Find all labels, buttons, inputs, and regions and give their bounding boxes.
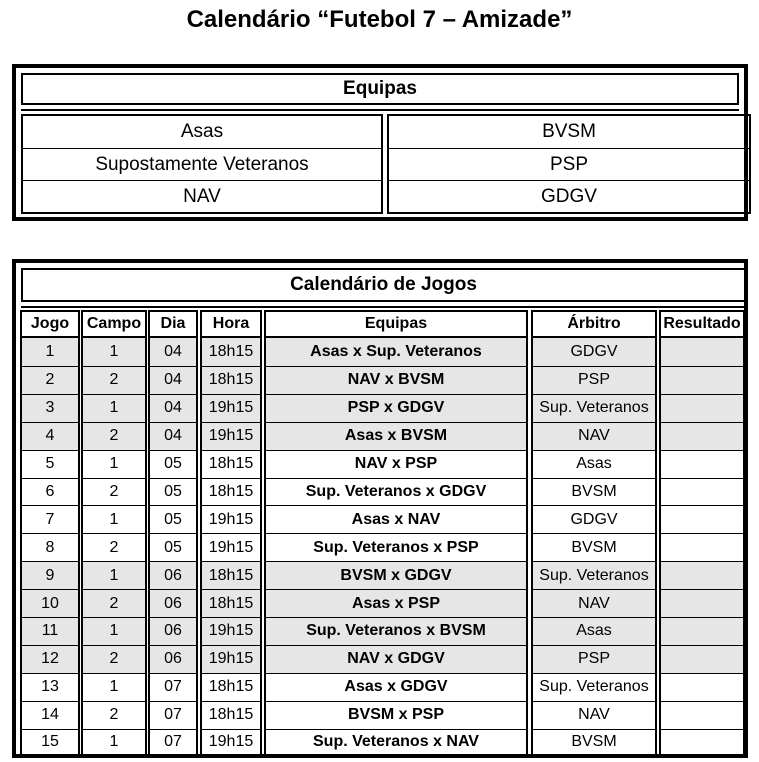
cell-equipas: Asas x PSP (266, 589, 526, 617)
cell-dia: 05 (150, 450, 196, 478)
col-resultado (659, 310, 745, 758)
cell-equipas: PSP x GDGV (266, 394, 526, 422)
col-equipas (264, 310, 528, 758)
cell-hora: 19h15 (202, 505, 260, 533)
cell-arbitro: PSP (533, 366, 655, 394)
cell-hora: 19h15 (202, 617, 260, 645)
cell-dia: 06 (150, 645, 196, 673)
cell-dia: 07 (150, 729, 196, 757)
cell-resultado (661, 617, 743, 645)
cell-campo: 2 (83, 366, 145, 394)
cell-arbitro: Sup. Veteranos (533, 561, 655, 589)
cell-resultado (661, 505, 743, 533)
team-cell: Supostamente Veteranos (23, 148, 381, 180)
cell-equipas: Sup. Veteranos x GDGV (266, 478, 526, 506)
cell-jogo: 11 (22, 617, 78, 645)
cell-dia: 04 (150, 422, 196, 450)
cell-jogo: 9 (22, 561, 78, 589)
cell-jogo: 5 (22, 450, 78, 478)
column-header: Hora (202, 310, 260, 338)
col-hora (200, 310, 262, 758)
cell-resultado (661, 478, 743, 506)
cell-jogo: 13 (22, 673, 78, 701)
cell-arbitro: Sup. Veteranos (533, 394, 655, 422)
teams-column-left (21, 114, 383, 214)
cell-hora: 19h15 (202, 394, 260, 422)
cell-hora: 18h15 (202, 673, 260, 701)
cell-dia: 07 (150, 701, 196, 729)
cell-campo: 2 (83, 701, 145, 729)
cell-campo: 2 (83, 589, 145, 617)
cell-arbitro: Asas (533, 617, 655, 645)
cell-equipas: Sup. Veteranos x BVSM (266, 617, 526, 645)
cell-arbitro: BVSM (533, 533, 655, 561)
cell-jogo: 12 (22, 645, 78, 673)
team-cell: GDGV (389, 180, 749, 212)
col-campo (81, 310, 147, 758)
cell-jogo: 15 (22, 729, 78, 757)
page-title: Calendário “Futebol 7 – Amizade” (186, 6, 573, 33)
schedule-heading: Calendário de Jogos (21, 268, 746, 302)
cell-jogo: 4 (22, 422, 78, 450)
column-header: Dia (150, 310, 196, 338)
cell-equipas: Sup. Veteranos x PSP (266, 533, 526, 561)
cell-campo: 2 (83, 478, 145, 506)
cell-hora: 19h15 (202, 645, 260, 673)
cell-resultado (661, 589, 743, 617)
cell-jogo: 8 (22, 533, 78, 561)
cell-campo: 1 (83, 505, 145, 533)
cell-equipas: NAV x GDGV (266, 645, 526, 673)
cell-campo: 1 (83, 394, 145, 422)
cell-campo: 1 (83, 450, 145, 478)
cell-jogo: 3 (22, 394, 78, 422)
teams-heading: Equipas (21, 73, 739, 105)
column-header: Equipas (266, 310, 526, 338)
cell-campo: 1 (83, 729, 145, 757)
cell-campo: 2 (83, 533, 145, 561)
cell-jogo: 2 (22, 366, 78, 394)
cell-resultado (661, 422, 743, 450)
teams-column-right (387, 114, 751, 214)
cell-dia: 06 (150, 561, 196, 589)
cell-resultado (661, 366, 743, 394)
team-cell: PSP (389, 148, 749, 180)
cell-resultado (661, 645, 743, 673)
team-cell: Asas (180, 121, 224, 142)
cell-jogo: 14 (22, 701, 78, 729)
cell-jogo: 10 (22, 589, 78, 617)
cell-arbitro: NAV (533, 589, 655, 617)
cell-hora: 18h15 (202, 478, 260, 506)
cell-equipas: Asas x NAV (266, 505, 526, 533)
cell-dia: 04 (150, 394, 196, 422)
cell-campo: 1 (83, 673, 145, 701)
cell-dia: 05 (150, 533, 196, 561)
cell-dia: 04 (150, 338, 196, 366)
cell-resultado (661, 561, 743, 589)
cell-resultado (661, 338, 743, 366)
cell-dia: 07 (150, 673, 196, 701)
col-dia (148, 310, 198, 758)
cell-hora: 18h15 (202, 589, 260, 617)
cell-arbitro: BVSM (533, 729, 655, 757)
cell-campo: 2 (83, 645, 145, 673)
cell-jogo: 1 (22, 338, 78, 366)
cell-arbitro: GDGV (533, 338, 655, 366)
schedule-table (12, 259, 748, 758)
cell-jogo: 6 (22, 478, 78, 506)
cell-hora: 18h15 (202, 450, 260, 478)
cell-jogo: 7 (22, 505, 78, 533)
cell-campo: 1 (83, 617, 145, 645)
cell-equipas: BVSM x PSP (266, 701, 526, 729)
column-header: Jogo (22, 310, 78, 338)
cell-resultado (661, 729, 743, 757)
cell-hora: 18h15 (202, 561, 260, 589)
col-jogo (20, 310, 80, 758)
cell-hora: 19h15 (202, 729, 260, 757)
cell-arbitro: BVSM (533, 478, 655, 506)
cell-equipas: Asas x Sup. Veteranos (266, 338, 526, 366)
cell-arbitro: GDGV (533, 505, 655, 533)
cell-hora: 18h15 (202, 701, 260, 729)
cell-equipas: NAV x BVSM (266, 366, 526, 394)
cell-dia: 05 (150, 478, 196, 506)
cell-resultado (661, 701, 743, 729)
cell-resultado (661, 394, 743, 422)
cell-arbitro: NAV (533, 701, 655, 729)
cell-resultado (661, 673, 743, 701)
cell-dia: 05 (150, 505, 196, 533)
col-arbitro (531, 310, 657, 758)
cell-campo: 1 (83, 561, 145, 589)
cell-equipas: Asas x BVSM (266, 422, 526, 450)
column-header: Campo (83, 310, 145, 338)
cell-arbitro: NAV (533, 422, 655, 450)
cell-dia: 04 (150, 366, 196, 394)
cell-arbitro: Sup. Veteranos (533, 673, 655, 701)
cell-dia: 06 (150, 617, 196, 645)
team-cell: BVSM (542, 121, 596, 142)
cell-equipas: Asas x GDGV (266, 673, 526, 701)
cell-equipas: NAV x PSP (266, 450, 526, 478)
column-header: Árbitro (533, 310, 655, 338)
cell-hora: 19h15 (202, 422, 260, 450)
cell-hora: 18h15 (202, 366, 260, 394)
cell-equipas: Sup. Veteranos x NAV (266, 729, 526, 757)
teams-table (12, 64, 748, 221)
cell-resultado (661, 533, 743, 561)
cell-campo: 1 (83, 338, 145, 366)
cell-hora: 19h15 (202, 533, 260, 561)
cell-arbitro: Asas (533, 450, 655, 478)
cell-hora: 18h15 (202, 338, 260, 366)
team-cell: NAV (23, 180, 381, 212)
cell-campo: 2 (83, 422, 145, 450)
cell-resultado (661, 450, 743, 478)
cell-dia: 06 (150, 589, 196, 617)
cell-equipas: BVSM x GDGV (266, 561, 526, 589)
cell-arbitro: PSP (533, 645, 655, 673)
column-header: Resultado (661, 310, 743, 338)
